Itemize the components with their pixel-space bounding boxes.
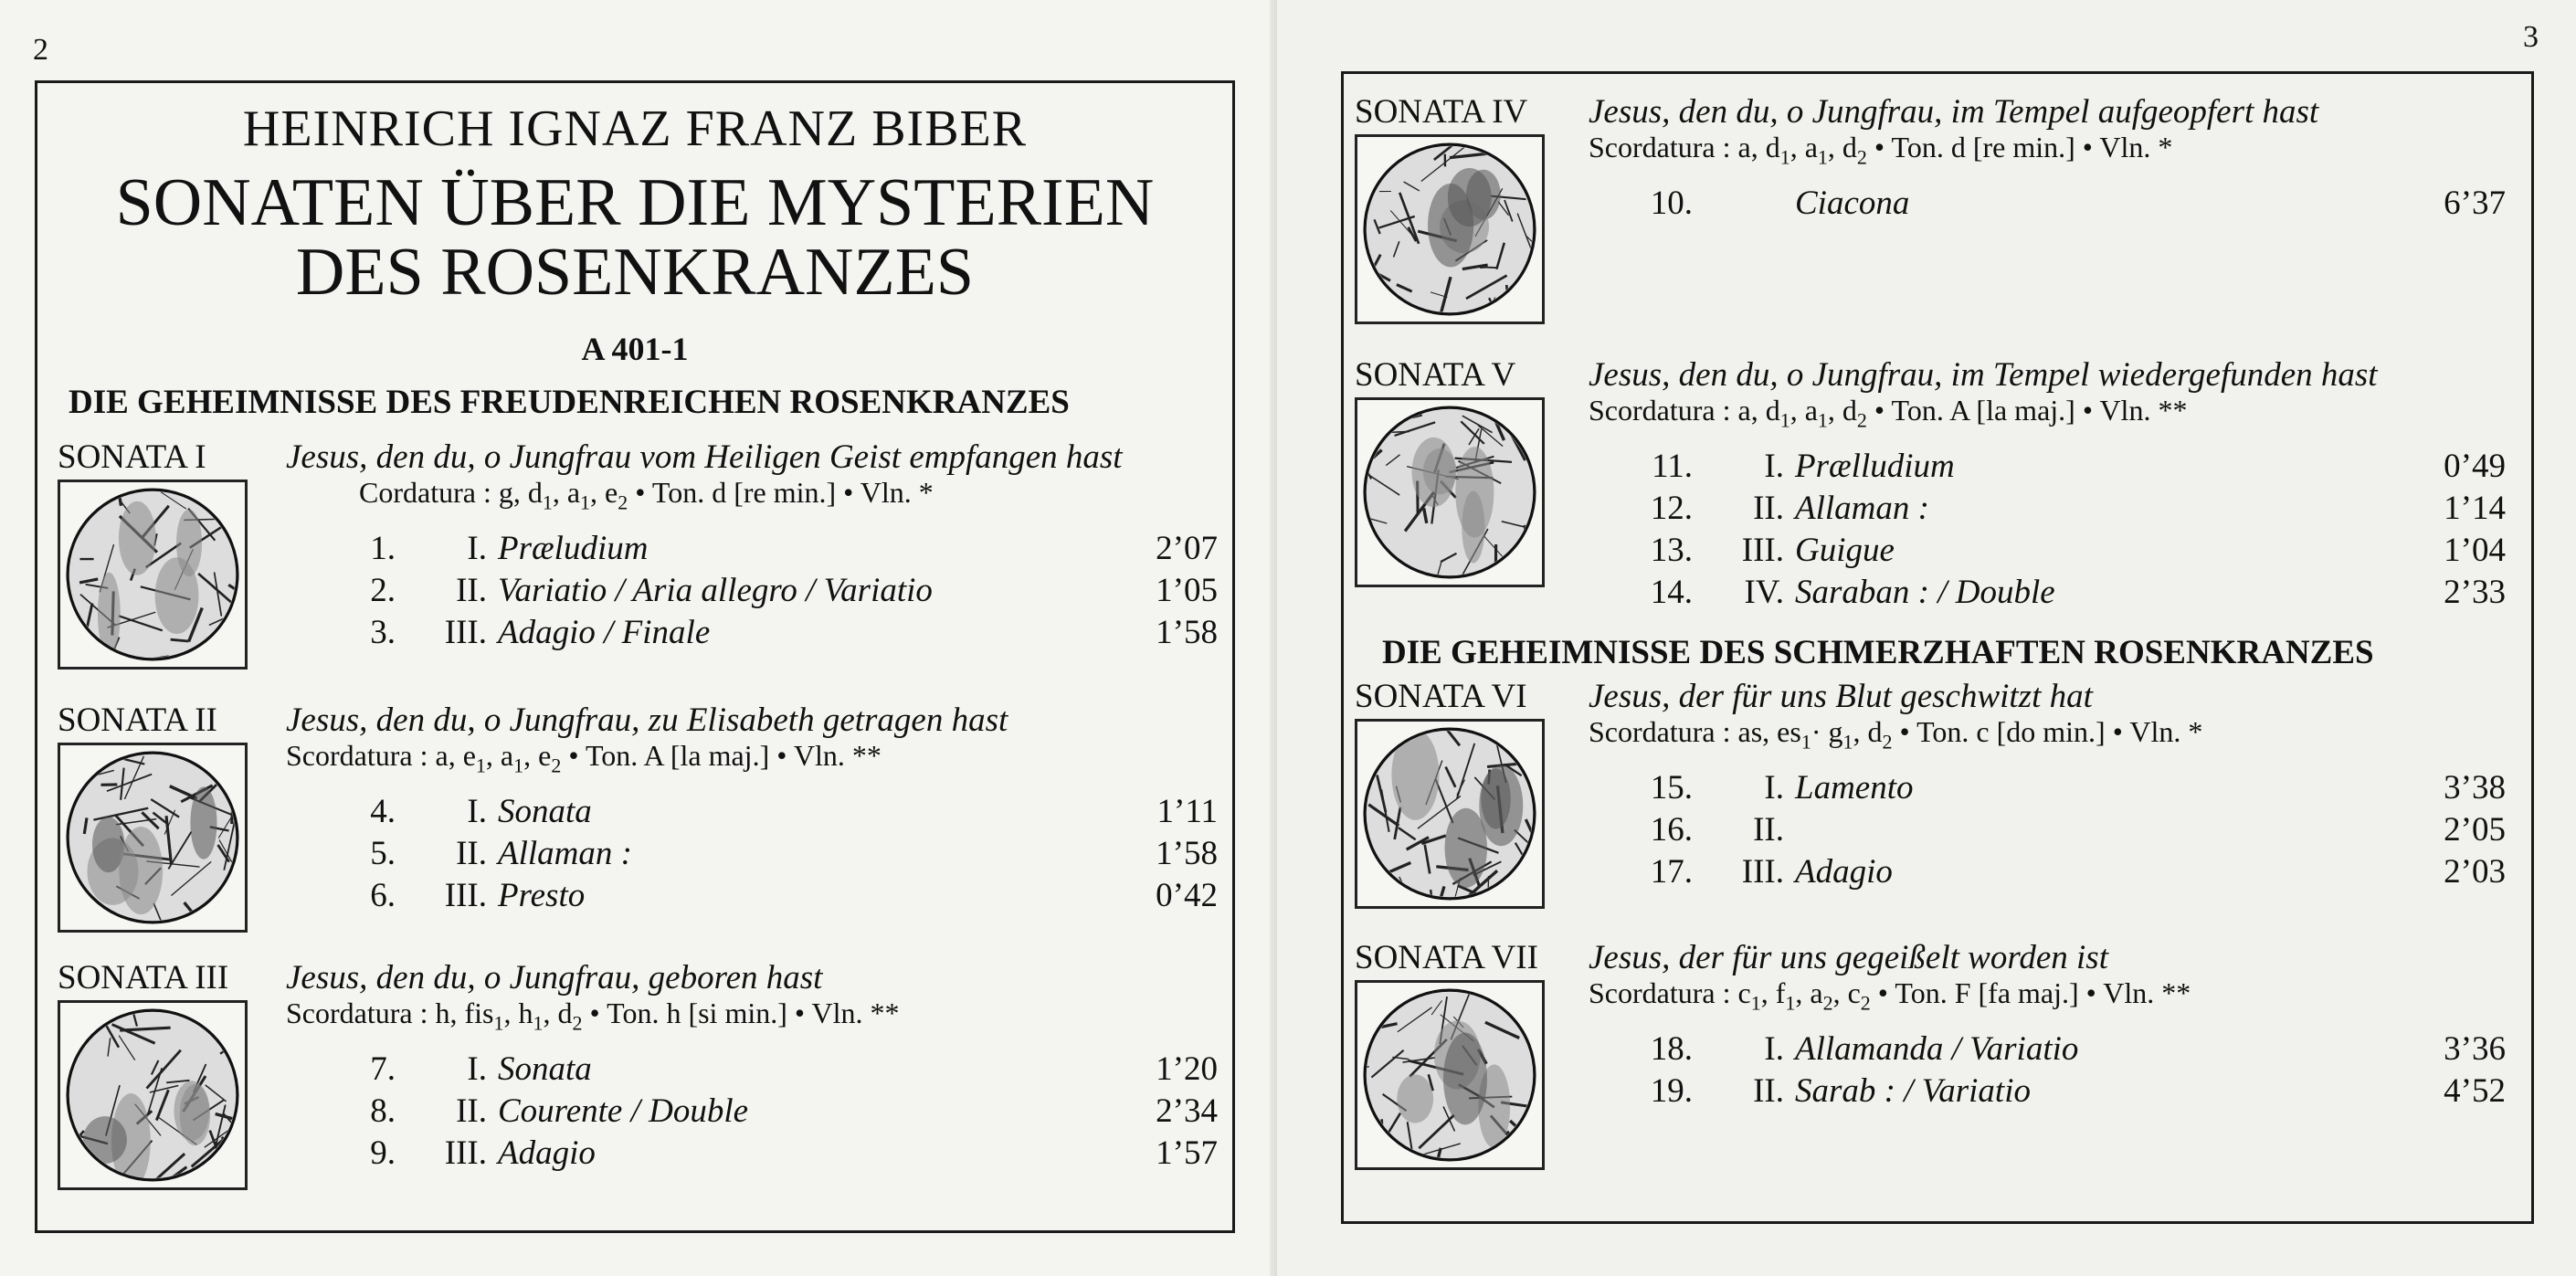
composer-name: HEINRICH IGNAZ FRANZ BIBER <box>242 100 1028 157</box>
track-number: 5. <box>370 835 396 872</box>
track-number: 9. <box>370 1134 396 1172</box>
right-page <box>1277 0 2576 1276</box>
track-number: 2. <box>370 572 396 609</box>
sonata-label: SONATA I <box>58 438 206 476</box>
movement-number: I. <box>1764 448 1784 485</box>
mystery-title: Jesus, den du, o Jungfrau, geboren hast <box>286 959 823 997</box>
track-duration: 0’49 <box>2444 448 2506 485</box>
sonata-label: SONATA III <box>58 959 229 997</box>
track-row <box>332 1049 1218 1091</box>
mystery-title: Jesus, der für uns Blut geschwitzt hat <box>1589 678 2093 715</box>
movement-title: Adagio <box>498 1134 596 1172</box>
movement-title: Allaman : <box>1795 490 1929 527</box>
movement-number: II. <box>1753 490 1784 527</box>
track-row <box>1629 447 2506 489</box>
track-number: 12. <box>1650 490 1693 527</box>
track-duration: 1’58 <box>1156 614 1218 651</box>
movement-title: Adagio / Finale <box>498 614 711 651</box>
movement-number: IV. <box>1744 574 1784 611</box>
movement-number: II. <box>456 835 487 872</box>
track-duration: 1’20 <box>1156 1050 1218 1088</box>
track-row <box>332 1134 1218 1176</box>
track-number: 13. <box>1650 532 1693 569</box>
track-number: 3. <box>370 614 396 651</box>
track-number: 18. <box>1650 1030 1693 1068</box>
sonata-block-6 <box>1355 677 2515 933</box>
mystery-title: Jesus, der für uns gegeißelt worden ist <box>1589 939 2108 976</box>
movement-number: II. <box>456 572 487 609</box>
track-number: 16. <box>1650 811 1693 849</box>
track-duration: 1’04 <box>2444 532 2506 569</box>
track-number: 7. <box>370 1050 396 1088</box>
movement-title: Sarab : / Variatio <box>1795 1072 2031 1110</box>
track-row <box>332 529 1218 571</box>
track-duration: 2’34 <box>1156 1092 1218 1130</box>
sonata-label: SONATA IV <box>1355 93 1528 131</box>
flagellation-engraving-icon <box>1355 980 1545 1170</box>
movement-title: Courente / Double <box>498 1092 749 1130</box>
movement-number: II. <box>456 1092 487 1130</box>
right-frame <box>1341 71 2534 1224</box>
track-row <box>1629 489 2506 531</box>
track-row <box>332 613 1218 655</box>
catalog-number: A 401-1 <box>581 331 689 367</box>
sonata-label: SONATA VII <box>1355 939 1538 976</box>
movement-title: Saraban : / Double <box>1795 574 2055 611</box>
visitation-engraving-icon <box>58 743 248 933</box>
tuning-line: Cordatura : g, $d_1$, $a_1$, $e_2$ • Ton. d [re min.] • Vln. * <box>359 476 934 514</box>
track-number: 17. <box>1650 853 1693 891</box>
movement-title: Præludium <box>498 530 649 567</box>
track-duration: 2’07 <box>1156 530 1218 567</box>
mystery-title: Jesus, den du, o Jungfrau, im Tempel wiedergefunden hast <box>1589 356 2378 394</box>
sonata-block-1 <box>58 438 1227 693</box>
track-duration: 1’58 <box>1156 835 1218 872</box>
movement-title: Sonata <box>498 1050 592 1088</box>
album-title-line1: SONATEN ÜBER DIE MYSTERIEN <box>115 165 1155 240</box>
track-duration: 0’42 <box>1156 877 1218 914</box>
album-title-line2: DES ROSENKRANZES <box>295 235 975 310</box>
track-duration: 1’14 <box>2444 490 2506 527</box>
track-row <box>1629 810 2506 852</box>
tuning-line: Scordatura : $c_1$, $f_1$, $a_2$, $c_2$ • Ton. F [fa maj.] • Vln. ** <box>1589 976 2191 1015</box>
track-row <box>1629 184 2506 226</box>
group-title-joyful: DIE GEHEIMNISSE DES FREUDENREICHEN ROSENKRANZES <box>69 384 1070 421</box>
track-row <box>1629 1071 2506 1113</box>
sonata-block-3 <box>58 958 1227 1214</box>
group-title-sorrowful: DIE GEHEIMNISSE DES SCHMERZHAFTEN ROSENKRANZES <box>1382 634 2374 671</box>
mystery-title: Jesus, den du, o Jungfrau vom Heiligen Geist empfangen hast <box>286 438 1123 476</box>
movement-title: Lamento <box>1795 769 1914 807</box>
page-number-right: 3 <box>2523 20 2539 54</box>
mystery-title: Jesus, den du, o Jungfrau, zu Elisabeth getragen hast <box>286 701 1008 739</box>
sonata-label: SONATA II <box>58 701 217 739</box>
movement-number: III. <box>1741 853 1784 891</box>
track-number: 14. <box>1650 574 1693 611</box>
track-duration: 2’05 <box>2444 811 2506 849</box>
movement-number: III. <box>444 877 487 914</box>
page-number-left: 2 <box>33 33 48 67</box>
track-row <box>332 792 1218 834</box>
presentation-engraving-icon <box>1355 134 1545 324</box>
track-row <box>1629 573 2506 615</box>
track-number: 11. <box>1652 448 1693 485</box>
movement-title: Allaman : <box>498 835 632 872</box>
movement-title: Presto <box>498 877 586 914</box>
movement-title: Guigue <box>1795 532 1895 569</box>
left-frame <box>35 80 1235 1233</box>
track-duration: 1’11 <box>1156 793 1218 830</box>
finding-in-temple-engraving-icon <box>1355 397 1545 587</box>
movement-number: I. <box>467 793 487 830</box>
tuning-line: Scordatura : a, $d_1$, $a_1$, $d_2$ • Ton. A [la maj.] • Vln. ** <box>1589 394 2188 432</box>
sonata-block-7 <box>1355 938 2515 1194</box>
movement-number: I. <box>467 530 487 567</box>
track-duration: 3’38 <box>2444 769 2506 807</box>
track-duration: 2’33 <box>2444 574 2506 611</box>
tuning-line: Scordatura : a, $d_1$, $a_1$, $d_2$ • Ton. d [re min.] • Vln. * <box>1589 131 2173 169</box>
track-row <box>1629 1029 2506 1071</box>
track-row <box>332 876 1218 918</box>
track-number: 10. <box>1650 185 1693 222</box>
movement-title: Ciacona <box>1795 185 1910 222</box>
track-duration: 1’05 <box>1156 572 1218 609</box>
left-page <box>0 0 1277 1276</box>
movement-number: III. <box>444 614 487 651</box>
track-row <box>1629 852 2506 894</box>
track-number: 8. <box>370 1092 396 1130</box>
track-number: 1. <box>370 530 396 567</box>
sonata-block-4 <box>1355 92 2515 348</box>
track-duration: 6’37 <box>2444 185 2506 222</box>
sonata-block-2 <box>58 701 1227 956</box>
movement-number: I. <box>1764 769 1784 807</box>
track-duration: 2’03 <box>2444 853 2506 891</box>
tuning-line: Scordatura : h, fis$_1$, $h_1$, $d_2$ • Ton. h [si min.] • Vln. ** <box>286 997 900 1035</box>
track-number: 4. <box>370 793 396 830</box>
tuning-line: Scordatura : as, $es_1\cdot g_1$, $d_2$ • Ton. c [do min.] • Vln. * <box>1589 715 2203 754</box>
movement-number: II. <box>1753 1072 1784 1110</box>
tuning-line: Scordatura : a, $e_1$, $a_1$, $e_2$ • Ton. A [la maj.] • Vln. ** <box>286 739 882 777</box>
movement-title: Prælludium <box>1795 448 1955 485</box>
track-row <box>332 1091 1218 1134</box>
track-duration: 4’52 <box>2444 1072 2506 1110</box>
track-number: 19. <box>1650 1072 1693 1110</box>
agony-in-garden-engraving-icon <box>1355 719 1545 909</box>
movement-number: I. <box>1764 1030 1784 1068</box>
nativity-engraving-icon <box>58 1000 248 1190</box>
track-row <box>332 834 1218 876</box>
track-number: 15. <box>1650 769 1693 807</box>
movement-number: I. <box>467 1050 487 1088</box>
movement-title: Variatio / Aria allegro / Variatio <box>498 572 933 609</box>
movement-number: III. <box>444 1134 487 1172</box>
track-row <box>1629 531 2506 573</box>
movement-number: II. <box>1753 811 1784 849</box>
sonata-label: SONATA V <box>1355 356 1516 394</box>
track-duration: 3’36 <box>2444 1030 2506 1068</box>
track-row <box>332 571 1218 613</box>
sonata-label: SONATA VI <box>1355 678 1527 715</box>
track-duration: 1’57 <box>1156 1134 1218 1172</box>
track-number: 6. <box>370 877 396 914</box>
movement-title: Adagio <box>1795 853 1893 891</box>
movement-number: III. <box>1741 532 1784 569</box>
movement-title: Sonata <box>498 793 592 830</box>
mystery-title: Jesus, den du, o Jungfrau, im Tempel aufgeopfert hast <box>1589 93 2319 131</box>
movement-title: Allamanda / Variatio <box>1795 1030 2079 1068</box>
track-row <box>1629 768 2506 810</box>
annunciation-engraving-icon <box>58 480 248 670</box>
